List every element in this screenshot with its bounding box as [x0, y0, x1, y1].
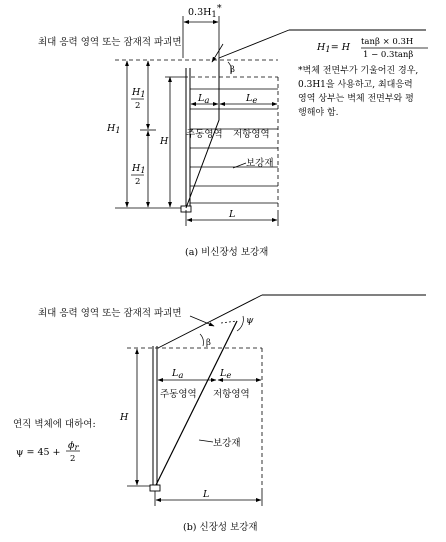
note-line-2: 0.3H1을 사용하고, 최대응력 — [298, 80, 413, 90]
failure-plane-label-a: 최대 응력 영역 또는 잠재적 파괴면 — [38, 37, 182, 48]
h1-half-top-den: 2 — [135, 101, 141, 111]
formula-denominator: 1 − 0.3tanβ — [363, 50, 414, 60]
beta-b: β — [206, 338, 211, 348]
caption-b: (b) 신장성 보강재 — [183, 522, 258, 533]
formula-numerator: tanβ × 0.3H — [361, 37, 414, 47]
h1-formula — [316, 37, 428, 60]
psi-formula-den: 2 — [70, 454, 76, 464]
h-label-b: H — [120, 412, 129, 423]
h1-half-bot-den: 2 — [135, 177, 141, 187]
wall-footing-b — [150, 485, 160, 491]
psi-label: ψ — [246, 315, 254, 326]
reinforcement-label-a: 보강재 — [246, 158, 274, 169]
note-line-3: 영역 상부는 벽체 전면부와 평 — [298, 94, 414, 104]
beta-a: β — [230, 65, 235, 75]
h1-half-top-num: H1 — [132, 87, 146, 100]
h1-label: H1 — [107, 123, 121, 136]
le-label-b: Le — [220, 368, 232, 381]
reinforcement-label-b: 보강재 — [213, 438, 241, 449]
la-label-a: La — [198, 93, 210, 106]
note-line-4: 행해야 함. — [298, 108, 339, 118]
psi-arc — [237, 316, 243, 331]
formula-lhs: H1= H — [317, 42, 350, 55]
h1-half-bot-num: H1 — [132, 163, 146, 176]
resistant-zone-b: 저항영역 — [213, 389, 250, 400]
l-label-a: L — [229, 209, 236, 220]
note-line-1: *벽체 전면부가 기울어진 경우, — [298, 66, 419, 76]
resistant-zone-a: 저항영역 — [233, 129, 270, 140]
caption-a: (a) 비신장성 보강재 — [185, 247, 269, 258]
reinforcement-leader-b — [199, 440, 213, 442]
failure-line-b — [156, 321, 237, 485]
slope-line — [219, 30, 289, 58]
active-zone-b: 주동영역 — [160, 389, 197, 400]
diagram-a — [38, 3, 428, 258]
psi-ref-line — [221, 321, 237, 323]
diagram-b — [13, 295, 426, 533]
failure-plane-leader-a — [212, 44, 223, 62]
beta-arc-b — [200, 334, 204, 346]
le-label-a: Le — [246, 93, 258, 106]
active-zone-a: 주동영역 — [186, 129, 223, 140]
h-label-a: H — [160, 136, 169, 147]
dim-top-label: 0.3H1* — [188, 3, 222, 20]
l-label-b: L — [203, 489, 210, 500]
failure-plane-label-b: 최대 응력 영역 또는 잠재적 파괴면 — [38, 308, 182, 319]
psi-formula-lhs: ψ = 45 + — [16, 447, 61, 458]
vertical-wall-note: 연직 벽체에 대하여: — [13, 419, 96, 430]
la-label-b: La — [172, 368, 184, 381]
psi-formula-num: ϕr — [68, 440, 79, 453]
reinforcement-layers-a — [190, 89, 278, 203]
